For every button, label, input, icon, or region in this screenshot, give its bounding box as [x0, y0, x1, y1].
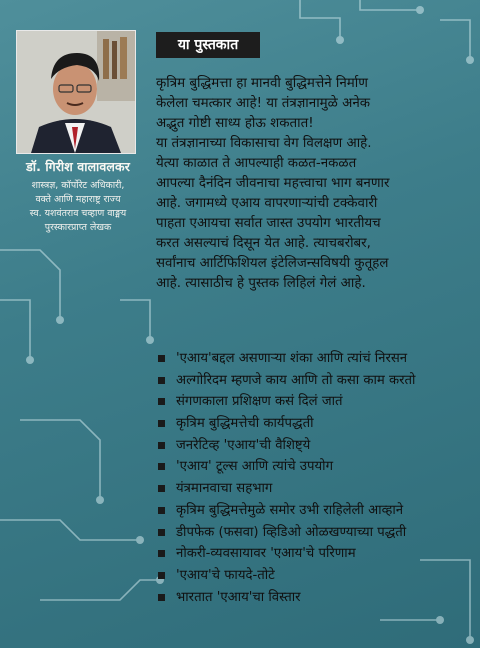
topic-text: भारतात 'एआय'चा विस्तार — [176, 589, 301, 605]
bullet-square-icon — [158, 377, 165, 384]
list-item — [156, 587, 474, 609]
topic-text: जनरेटिव्ह 'एआय'ची वैशिष्ट्ये — [176, 437, 311, 453]
list-item — [156, 370, 474, 392]
topic-text: 'एआय'चे फायदे-तोटे — [176, 567, 275, 583]
bullet-square-icon — [158, 398, 165, 405]
bullet-square-icon — [158, 507, 165, 514]
bullet-square-icon — [158, 572, 165, 579]
list-item — [156, 435, 474, 457]
topic-text: 'एआय'बद्दल असणाऱ्या शंका आणि त्यांचं निरसन — [176, 351, 408, 366]
list-item — [156, 500, 474, 522]
list-item — [156, 391, 474, 413]
topic-text: कृत्रिम बुद्धिमत्तेमुळे समोर उभी राहिलेली आव्हाने — [176, 502, 404, 518]
topics-list — [156, 348, 474, 608]
bullet-square-icon — [158, 463, 165, 470]
list-item — [156, 413, 474, 435]
section-tag: या पुस्तकात — [156, 32, 260, 58]
topic-text: कृत्रिम बुद्धिमत्तेची कार्यपद्धती — [176, 416, 314, 432]
bullet-square-icon — [158, 420, 165, 427]
bullet-square-icon — [158, 442, 165, 449]
list-item — [156, 565, 474, 587]
list-item — [156, 543, 474, 565]
intro-paragraph: कृत्रिम बुद्धिमत्ता हा मानवी बुद्धिमत्तेने निर्माण केलेला चमत्कार आहे! या तंत्रज्ञानामुळे अनेक अद्भुत गोष्टी साध्य होऊ शकतात! या तंत्रज्ञानाच्या विकासाचा वेग विलक्षण आहे. येत्या काळात ते आपल्याही कळत-नकळत आपल्या दैनंदिन जीवनाचा महत्त्वाचा भाग बनणार आहे. जगामध्ये एआय वापरणाऱ्यांची टक्केवारी पाहता एआयचा सर्वात जास्त उपयोग भारतीयच करत असल्याचं दिसून येत आहे. त्याचबरोबर, सर्वांनाच आर्टिफिशियल इंटेलिजन्सविषयी कुतूहल आहे. त्यासाठीच हे पुस्तक लिहिलं गेलं आहे. — [156, 76, 390, 291]
author-portrait-image — [17, 31, 135, 153]
list-item — [156, 348, 474, 370]
author-bio: शास्त्रज्ञ, कॉर्पोरेट अधिकारी, वक्ते आणि महाराष्ट्र राज्य स्व. यशवंतराव चव्हाण वाङ्मय पुरस्कारप्राप्त लेखक — [29, 180, 127, 233]
bullet-square-icon — [158, 594, 165, 601]
bullet-square-icon — [158, 485, 165, 492]
topic-text: संगणकाला प्रशिक्षण कसं दिलं जातं — [176, 394, 343, 410]
author-name: डॉ. गिरीश वालावलकर — [26, 159, 130, 174]
author-photo — [16, 30, 136, 154]
topic-text: अल्गोरिदम म्हणजे काय आणि तो कसा काम करतो — [176, 372, 416, 388]
topic-text: नोकरी-व्यवसायावर 'एआय'चे परिणाम — [176, 546, 356, 562]
bullet-square-icon — [158, 529, 165, 536]
bullet-square-icon — [158, 355, 165, 362]
list-item — [156, 456, 474, 478]
topic-text: 'एआय' टूल्स आणि त्यांचे उपयोग — [176, 459, 333, 475]
topic-text: यंत्रमानवाचा सहभाग — [176, 481, 273, 497]
topic-text: डीपफेक (फसवा) व्हिडिओ ओळखण्याच्या पद्धती — [176, 524, 407, 540]
list-item — [156, 522, 474, 544]
bullet-square-icon — [158, 550, 165, 557]
list-item — [156, 478, 474, 500]
